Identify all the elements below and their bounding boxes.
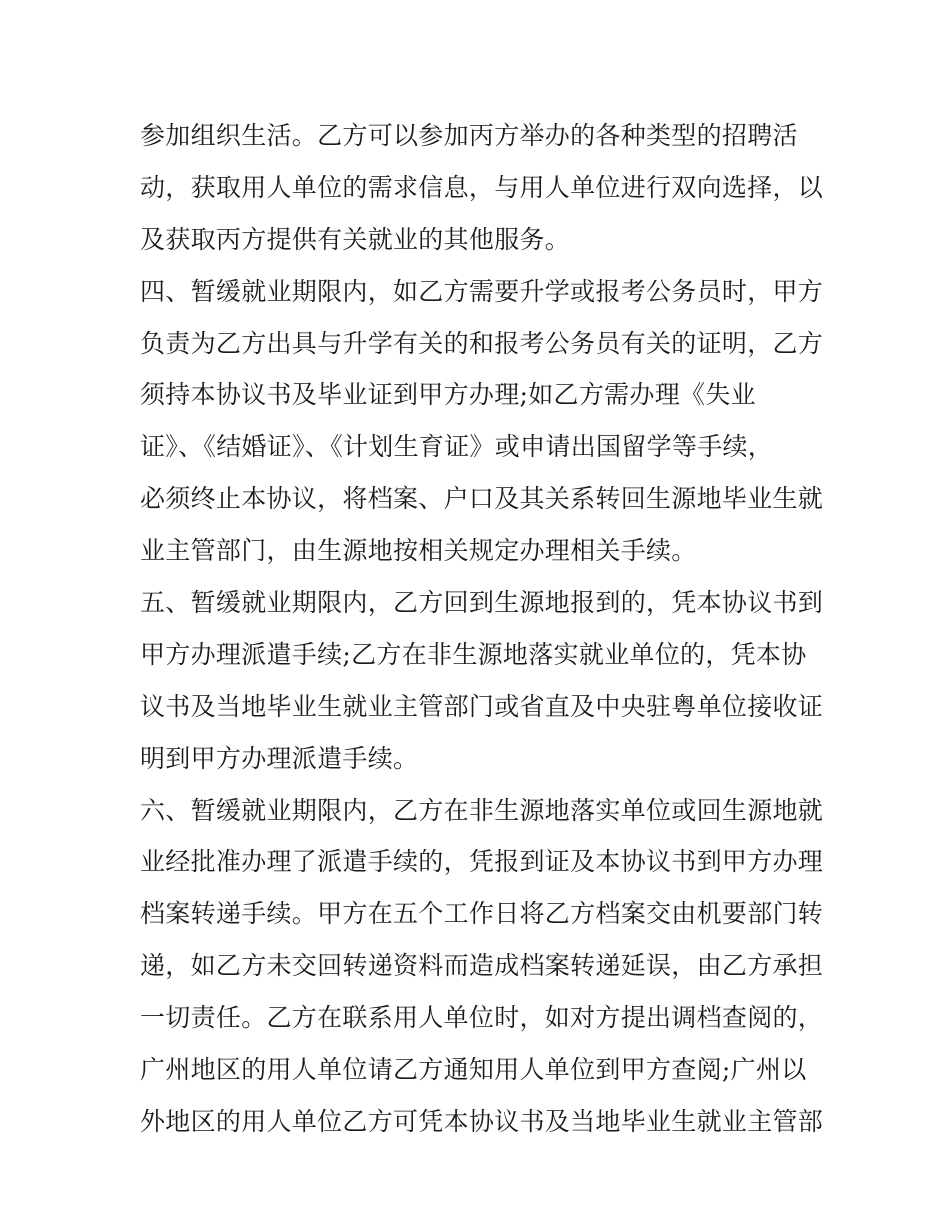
- text-line: 证》、《结婚证》、《计划生育证》或申请出国留学等手续，: [140, 432, 774, 462]
- text-line: 议书及当地毕业生就业主管部门或省直及中央驻粤单位接收证: [140, 691, 824, 721]
- text-line: 动，获取用人单位的需求信息，与用人单位进行双向选择，以: [140, 172, 824, 202]
- text-line: 及获取丙方提供有关就业的其他服务。: [140, 224, 571, 254]
- text-line: 明到甲方办理派遣手续。: [140, 743, 419, 773]
- text-line: 业经批准办理了派遣手续的，凭报到证及本协议书到甲方办理: [140, 847, 824, 877]
- text-line: 甲方办理派遣手续;乙方在非生源地落实就业单位的，凭本协: [140, 639, 807, 669]
- text-line: 递，如乙方未交回转递资料而造成档案转递延误，由乙方承担: [140, 951, 824, 981]
- text-line: 广州地区的用人单位请乙方通知用人单位到甲方查阅;广州以: [140, 1055, 807, 1085]
- text-line: 六、暂缓就业期限内，乙方在非生源地落实单位或回生源地就: [140, 795, 824, 825]
- text-line: 外地区的用人单位乙方可凭本协议书及当地毕业生就业主管部: [140, 1106, 824, 1136]
- document-body: [140, 110, 824, 1148]
- text-line: 须持本协议书及毕业证到甲方办理;如乙方需办理《失业: [140, 380, 756, 410]
- text-line: 一切责任。乙方在联系用人单位时，如对方提出调档查阅的，: [140, 1003, 824, 1033]
- text-line: 四、暂缓就业期限内，如乙方需要升学或报考公务员时，甲方: [140, 276, 824, 306]
- text-line: 负责为乙方出具与升学有关的和报考公务员有关的证明，乙方: [140, 328, 824, 358]
- text-line: 业主管部门，由生源地按相关规定办理相关手续。: [140, 536, 697, 566]
- text-line: 必须终止本协议，将档案、户口及其关系转回生源地毕业生就: [140, 484, 824, 514]
- text-line: 五、暂缓就业期限内，乙方回到生源地报到的，凭本协议书到: [140, 588, 824, 618]
- text-line: 档案转递手续。甲方在五个工作日将乙方档案交由机要部门转: [140, 899, 824, 929]
- text-line: 参加组织生活。乙方可以参加丙方举办的各种类型的招聘活: [140, 121, 798, 150]
